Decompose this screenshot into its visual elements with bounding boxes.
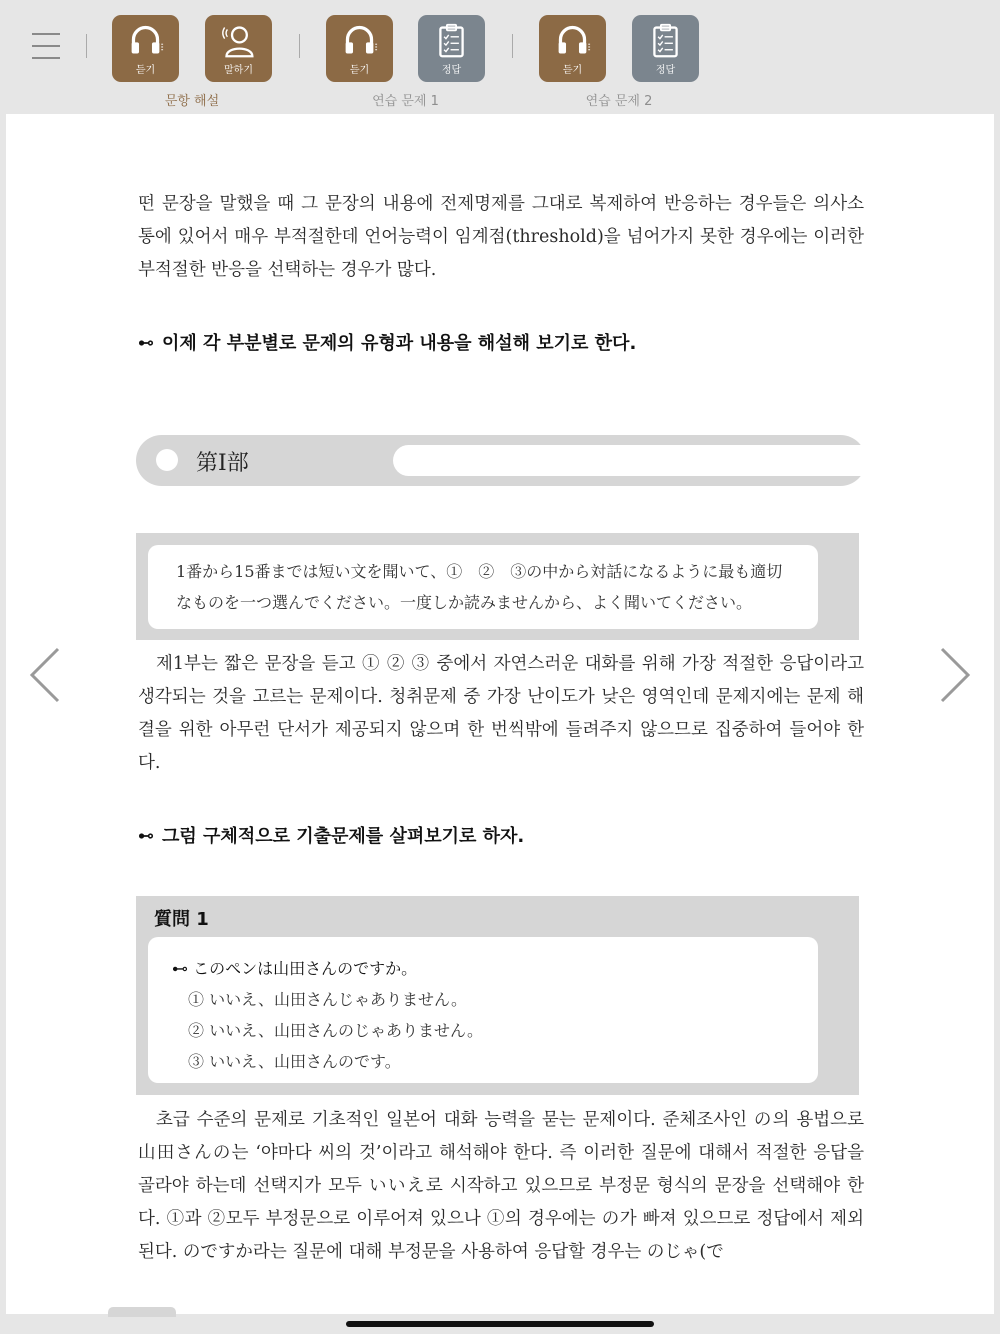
button-label: 듣기 [562, 65, 583, 76]
instruction-text: 1番から15番までは短い文を聞いて、① ② ③の中から対話になるように最も適切なものを一つ選んでください。一度しか読みませんから、よく聞いてください。 [176, 562, 783, 612]
heading-text: 이제 각 부분별로 문제의 유형과 내용을 해설해 보기로 한다. [162, 333, 637, 354]
button-label: 정답 [441, 65, 462, 76]
home-indicator[interactable] [346, 1321, 654, 1327]
menu-icon[interactable] [32, 33, 60, 59]
explanation-speak-button[interactable] [205, 15, 272, 82]
intro-paragraph: 떤 문장을 말했을 때 그 문장의 내용에 전제명제를 그대로 복제하여 반응하는 경우들은 의사소통에 있어서 매우 부적절한데 언어능력이 임계점(threshold)을 넘어가지 못한 경우에는 이러한 부적절한 반응을 선택하는 경우가 많다. [138, 194, 864, 280]
prompt-text: このペンは山田さんのですか。 [193, 959, 418, 978]
clipboard-check-icon [647, 22, 684, 59]
bullet-arrow-icon: ⊷ [172, 959, 188, 978]
question-box [136, 896, 859, 1095]
question-prompt [172, 953, 818, 984]
option-3: ③ いいえ、山田さんのです。 [188, 1052, 401, 1071]
part-title-band [136, 435, 866, 486]
practice1-listen-button[interactable] [326, 15, 393, 82]
clipboard-check-icon [433, 22, 470, 59]
bullet-arrow-icon: ⊷ [138, 332, 154, 352]
option-1: ① いいえ、山田さんじゃありません。 [188, 990, 468, 1009]
top-toolbar [0, 0, 1000, 114]
headphones-icon [554, 22, 591, 59]
book-page [6, 114, 994, 1314]
band-highlight [393, 445, 866, 476]
practice2-answer-button[interactable] [632, 15, 699, 82]
group-label-practice2[interactable]: 연습 문제 2 [585, 94, 653, 109]
practice2-listen-button[interactable] [539, 15, 606, 82]
section-heading [138, 329, 864, 355]
question-card [148, 937, 818, 1083]
part-title: 第Ⅰ部 [196, 451, 249, 476]
explanation-paragraph: 초급 수준의 문제로 기초적인 일본어 대화 능력을 묻는 문제이다. 준체조사인 の의 용법으로 山田さんの는 ‘야마다 씨의 것’이라고 해석해야 한다. 즉 이러한 질문에 대해서 적절한 응답을 골라야 하는데 선택지가 모두 いいえ로 시작하고 있으므로 부정문 형식의 문장을 선택해야 한다. ①과 ②모두 부정문으로 이루어져 있으나 ①의 경우에는 の가 빠져 있으므로 정답에서 제외된다. のですか라는 질문에 대해 부정문을 사용하여 응답할 경우는 のじゃ(で [138, 1110, 864, 1262]
toolbar-divider [299, 34, 300, 58]
page-tab [108, 1307, 176, 1317]
next-page-arrow-icon[interactable] [934, 647, 974, 703]
bullet-arrow-icon: ⊷ [138, 825, 154, 845]
group-label-explanation[interactable]: 문항 해설 [164, 94, 220, 109]
button-label: 듣기 [349, 65, 370, 76]
button-label: 정답 [655, 65, 676, 76]
speaking-person-icon [220, 22, 257, 59]
circle-bullet-icon [156, 449, 178, 471]
headphones-icon [127, 22, 164, 59]
practice1-answer-button[interactable] [418, 15, 485, 82]
toolbar-divider [512, 34, 513, 58]
previous-page-arrow-icon[interactable] [28, 647, 68, 703]
section-heading [138, 822, 864, 848]
toolbar-divider [86, 34, 87, 58]
question-title: 質問 1 [154, 909, 209, 930]
explanation-listen-button[interactable] [112, 15, 179, 82]
group-label-practice1[interactable]: 연습 문제 1 [372, 94, 439, 109]
option-2: ② いいえ、山田さんのじゃありません。 [188, 1021, 484, 1040]
heading-text: 그럼 구체적으로 기출문제를 살펴보기로 하자. [162, 826, 525, 847]
button-label: 말하기 [224, 65, 253, 76]
part1-paragraph: 제1부는 짧은 문장을 듣고 ① ② ③ 중에서 자연스러운 대화를 위해 가장 적절한 응답이라고 생각되는 것을 고르는 문제이다. 청취문제 중 가장 난이도가 낮은 영역인데 문제지에는 문제 해결을 위한 아무런 단서가 제공되지 않으며 한 번씩밖에 들려주지 않으므로 집중하여 들어야 한다. [138, 654, 864, 773]
instruction-box [136, 533, 859, 640]
instruction-card [148, 545, 818, 629]
button-label: 듣기 [135, 65, 156, 76]
headphones-icon [341, 22, 378, 59]
